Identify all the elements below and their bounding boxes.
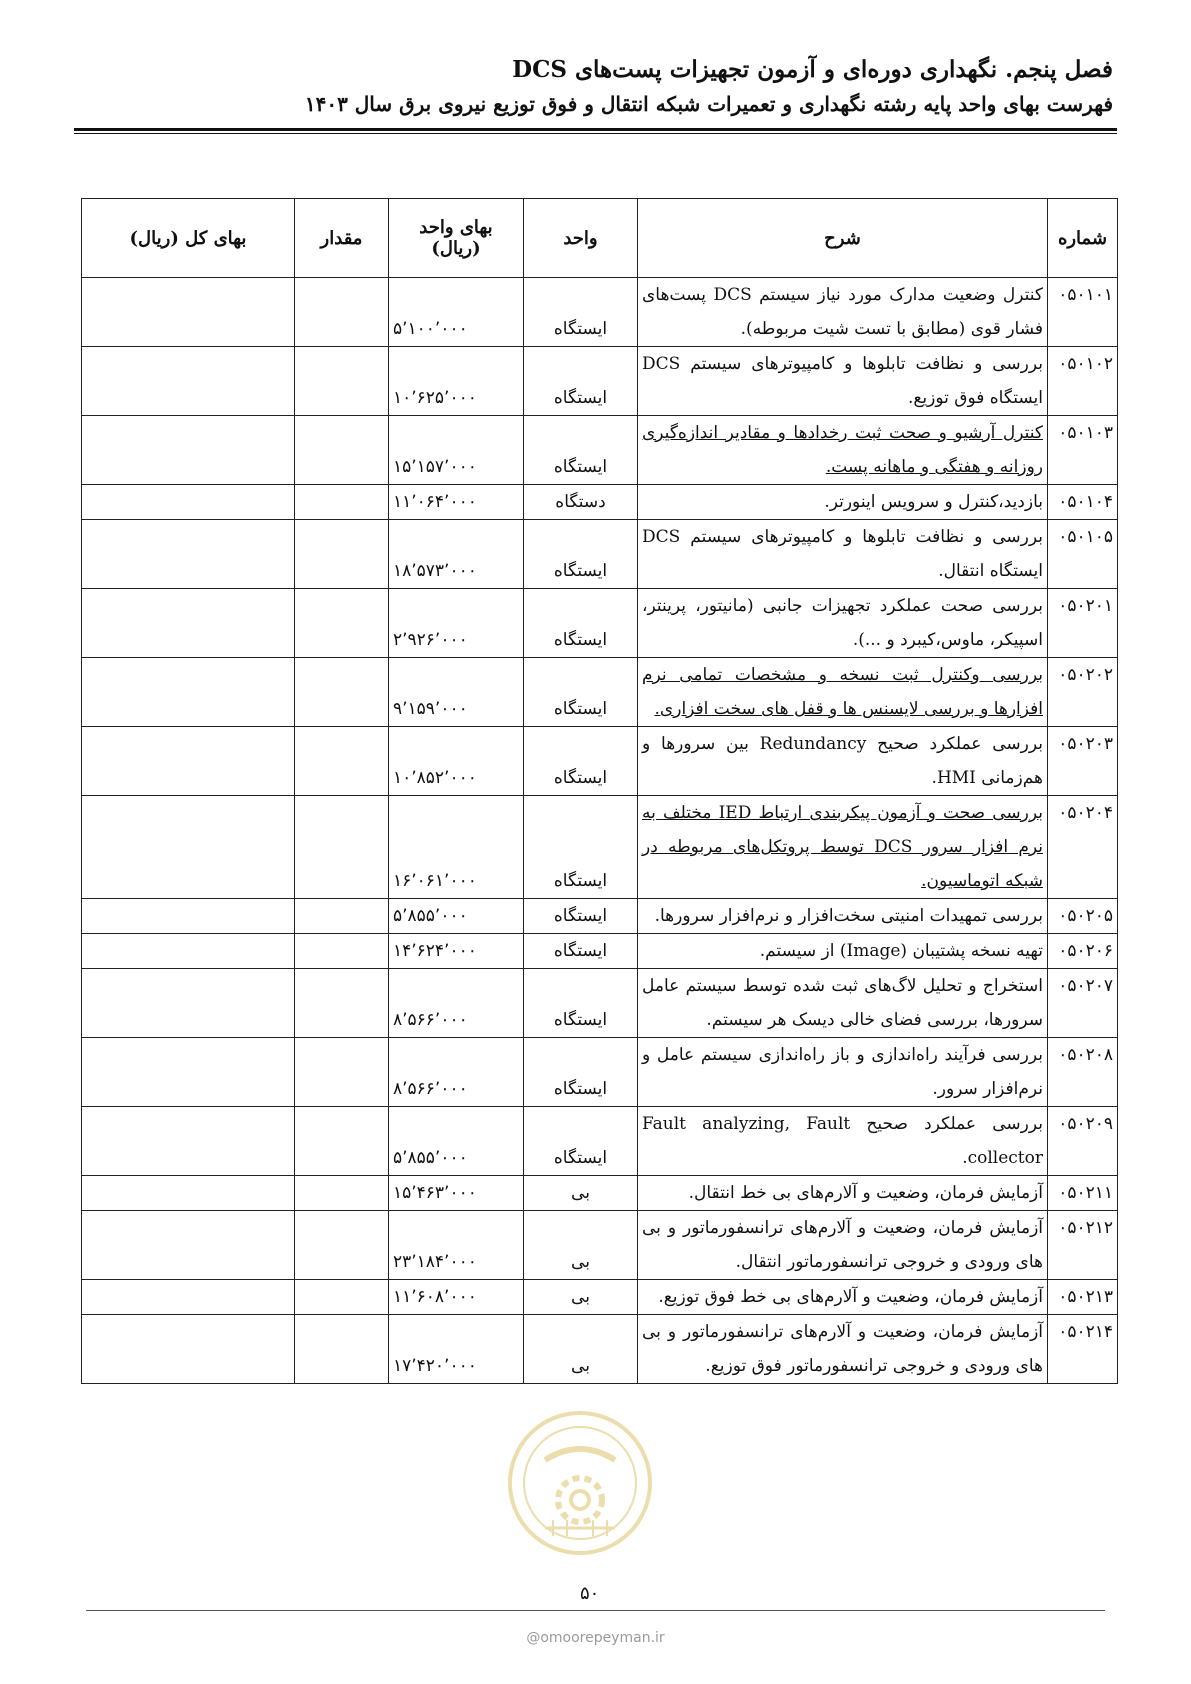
row-code: ۰۵۰۱۰۳ [1048,416,1118,485]
chapter-title: فصل پنجم. نگهداری دوره‌ای و آزمون تجهیزات پست‌های DCS [512,56,1113,83]
row-description: بررسی و نظافت تابلوها و کامپیوترهای سیستم DCS ایستگاه انتقال. [638,520,1048,589]
row-description: بررسی صحت و آزمون پیکربندی ارتباط IED مختلف به نرم افزار سرور DCS توسط پروتکل‌های مربوطه در شبکه اتوماسیون. [638,796,1048,899]
row-quantity [295,278,389,347]
table-row [82,1280,1118,1315]
row-unit-price: ۱۵٬۱۵۷٬۰۰۰ [389,416,524,485]
row-code: ۰۵۰۲۱۱ [1048,1176,1118,1211]
row-unit-price: ۲۳٬۱۸۴٬۰۰۰ [389,1211,524,1280]
row-quantity [295,1315,389,1384]
row-total [82,969,295,1038]
row-description: آزمایش فرمان، وضعیت و آلارم‌های بی خط انتقال. [638,1176,1048,1211]
table-row [82,485,1118,520]
row-unit-price: ۵٬۸۵۵٬۰۰۰ [389,1107,524,1176]
row-quantity [295,1280,389,1315]
row-unit-price: ۲٬۹۲۶٬۰۰۰ [389,589,524,658]
row-quantity [295,520,389,589]
row-total [82,1107,295,1176]
row-unit-price: ۱۴٬۶۲۴٬۰۰۰ [389,934,524,969]
row-unit-price: ۸٬۵۶۶٬۰۰۰ [389,969,524,1038]
row-code: ۰۵۰۲۰۵ [1048,899,1118,934]
row-total [82,727,295,796]
table-row [82,1107,1118,1176]
row-description: بررسی عملکرد صحیح Redundancy بین سرورها و هم‌زمانی HMI. [638,727,1048,796]
row-unit-price: ۱۱٬۶۰۸٬۰۰۰ [389,1280,524,1315]
page-number: ۵۰ [580,1583,600,1604]
row-code: ۰۵۰۲۱۳ [1048,1280,1118,1315]
table-row [82,1038,1118,1107]
unit-price-currency: (ریال) [431,238,481,259]
row-description: کنترل وضعیت مدارک مورد نیاز سیستم DCS پست‌های فشار قوی (مطابق با تست شیت مربوطه). [638,278,1048,347]
row-code: ۰۵۰۲۰۶ [1048,934,1118,969]
row-unit-price: ۱۷٬۴۲۰٬۰۰۰ [389,1315,524,1384]
row-description: استخراج و تحلیل لاگ‌های ثبت شده توسط سیستم عامل سرورها، بررسی فضای خالی دیسک هر سیستم. [638,969,1048,1038]
unit-price-label: بهای واحد [419,217,493,238]
row-total [82,1280,295,1315]
row-unit: ایستگاه [524,796,638,899]
row-unit: ایستگاه [524,278,638,347]
row-unit-price: ۱۰٬۶۲۵٬۰۰۰ [389,347,524,416]
row-quantity [295,416,389,485]
row-unit: ایستگاه [524,899,638,934]
row-quantity [295,899,389,934]
row-total [82,899,295,934]
row-code: ۰۵۰۱۰۲ [1048,347,1118,416]
price-list-table [81,198,1118,1384]
row-quantity [295,1038,389,1107]
row-total [82,658,295,727]
row-quantity [295,658,389,727]
table-row [82,899,1118,934]
row-code: ۰۵۰۲۰۸ [1048,1038,1118,1107]
row-code: ۰۵۰۱۰۵ [1048,520,1118,589]
row-description: تهیه نسخه پشتیبان (Image) از سیستم. [638,934,1048,969]
table-row [82,969,1118,1038]
row-unit: ایستگاه [524,969,638,1038]
row-unit: بی [524,1176,638,1211]
row-description: بازدید،کنترل و سرویس اینورتر. [638,485,1048,520]
row-unit-price: ۵٬۱۰۰٬۰۰۰ [389,278,524,347]
table-row [82,520,1118,589]
row-description: بررسی تمهیدات امنیتی سخت‌افزار و نرم‌افزار سرورها. [638,899,1048,934]
row-quantity [295,1211,389,1280]
table-row [82,278,1118,347]
row-code: ۰۵۰۲۰۹ [1048,1107,1118,1176]
row-total [82,485,295,520]
row-unit-price: ۱۵٬۴۶۳٬۰۰۰ [389,1176,524,1211]
row-unit: ایستگاه [524,934,638,969]
row-total [82,589,295,658]
row-description: بررسی وکنترل ثبت نسخه و مشخصات تمامی نرم افزارها و بررسی لایسنس ها و قفل های سخت افزاری. [638,658,1048,727]
row-code: ۰۵۰۲۰۱ [1048,589,1118,658]
table-row [82,1211,1118,1280]
row-total [82,347,295,416]
row-code: ۰۵۰۲۱۲ [1048,1211,1118,1280]
publisher-seal-icon [505,1408,655,1558]
col-header-code: شماره [1048,199,1118,278]
row-unit-price: ۹٬۱۵۹٬۰۰۰ [389,658,524,727]
row-total [82,278,295,347]
col-header-total-price: بهای کل (ریال) [82,199,295,278]
footer-rule [86,1610,1105,1611]
row-unit: ایستگاه [524,520,638,589]
row-unit: ایستگاه [524,1038,638,1107]
row-total [82,416,295,485]
row-quantity [295,1176,389,1211]
row-code: ۰۵۰۲۰۳ [1048,727,1118,796]
row-unit-price: ۱۱٬۰۶۴٬۰۰۰ [389,485,524,520]
row-description: بررسی عملکرد صحیح Fault analyzing, Fault collector. [638,1107,1048,1176]
row-quantity [295,485,389,520]
row-unit: دستگاه [524,485,638,520]
table-row [82,658,1118,727]
row-code: ۰۵۰۲۱۴ [1048,1315,1118,1384]
table-row [82,934,1118,969]
row-unit: ایستگاه [524,347,638,416]
row-description: آزمایش فرمان، وضعیت و آلارم‌های ترانسفورماتور و بی های ورودی و خروجی ترانسفورماتور انتقال. [638,1211,1048,1280]
row-description: بررسی فرآیند راه‌اندازی و باز راه‌اندازی سیستم عامل و نرم‌افزار سرور. [638,1038,1048,1107]
row-quantity [295,347,389,416]
row-total [82,934,295,969]
row-quantity [295,796,389,899]
row-quantity [295,1107,389,1176]
row-total [82,1315,295,1384]
row-code: ۰۵۰۱۰۴ [1048,485,1118,520]
col-header-unit-price [389,199,524,278]
row-unit: ایستگاه [524,658,638,727]
row-quantity [295,934,389,969]
col-header-quantity: مقدار [295,199,389,278]
row-code: ۰۵۰۲۰۲ [1048,658,1118,727]
row-unit: بی [524,1280,638,1315]
row-unit-price: ۸٬۵۶۶٬۰۰۰ [389,1038,524,1107]
row-unit-price: ۱۸٬۵۷۳٬۰۰۰ [389,520,524,589]
row-unit-price: ۵٬۸۵۵٬۰۰۰ [389,899,524,934]
row-description: بررسی صحت عملکرد تجهیزات جانبی (مانیتور، پرینتر، اسپیکر، ماوس،کیبرد و ...). [638,589,1048,658]
row-unit: ایستگاه [524,416,638,485]
header-rule-thick [74,128,1117,131]
row-description: کنترل آرشیو و صحت ثبت رخدادها و مقادیر اندازه‌گیری روزانه و هفتگی و ماهانه پست. [638,416,1048,485]
row-description: آزمایش فرمان، وضعیت و آلارم‌های بی خط فوق توزیع. [638,1280,1048,1315]
row-unit: ایستگاه [524,1107,638,1176]
row-code: ۰۵۰۲۰۴ [1048,796,1118,899]
col-header-unit: واحد [524,199,638,278]
header-rule-thin [74,133,1117,134]
row-total [82,520,295,589]
row-unit: بی [524,1211,638,1280]
table-row [82,796,1118,899]
row-unit-price: ۱۶٬۰۶۱٬۰۰۰ [389,796,524,899]
table-row [82,347,1118,416]
row-unit-price: ۱۰٬۸۵۲٬۰۰۰ [389,727,524,796]
row-code: ۰۵۰۱۰۱ [1048,278,1118,347]
table-header-row [82,199,1118,278]
table-row [82,1315,1118,1384]
table-row [82,416,1118,485]
row-total [82,796,295,899]
row-unit: بی [524,1315,638,1384]
table-row [82,589,1118,658]
row-quantity [295,969,389,1038]
row-description: آزمایش فرمان، وضعیت و آلارم‌های ترانسفورماتور و بی های ورودی و خروجی ترانسفورماتور فوق توزیع. [638,1315,1048,1384]
row-total [82,1211,295,1280]
col-header-description: شرح [638,199,1048,278]
website-watermark: @omoorepeyman.ir [526,1630,665,1646]
row-code: ۰۵۰۲۰۷ [1048,969,1118,1038]
row-description: بررسی و نظافت تابلوها و کامپیوترهای سیستم DCS ایستگاه فوق توزیع. [638,347,1048,416]
row-total [82,1038,295,1107]
table-row [82,727,1118,796]
table-row [82,1176,1118,1211]
row-quantity [295,589,389,658]
document-subtitle: فهرست بهای واحد پایه رشته نگهداری و تعمیرات شبکه انتقال و فوق توزیع نیروی برق سال ۱۴۰۳ [304,92,1113,116]
row-unit: ایستگاه [524,589,638,658]
row-total [82,1176,295,1211]
row-quantity [295,727,389,796]
row-unit: ایستگاه [524,727,638,796]
